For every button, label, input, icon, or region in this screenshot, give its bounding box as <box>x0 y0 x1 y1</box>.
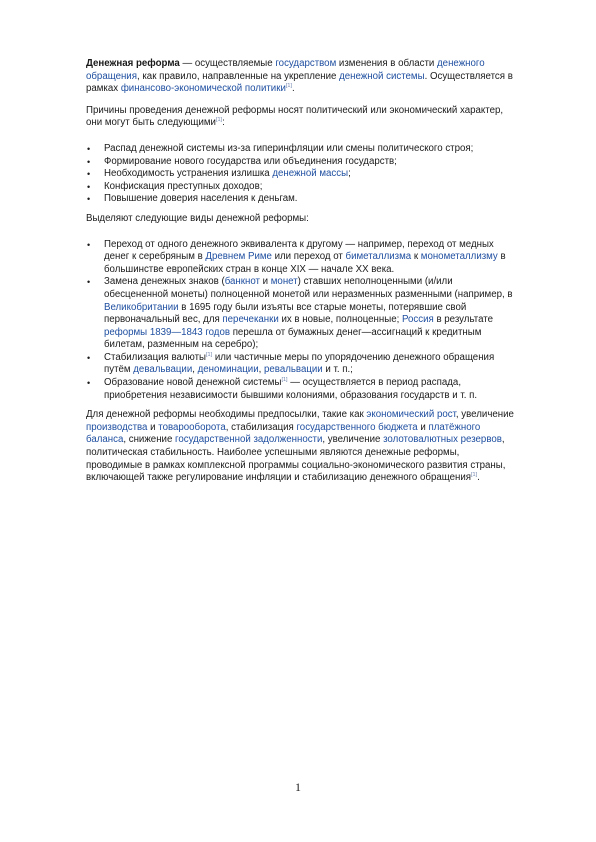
link-denomination[interactable]: деноминации <box>197 364 259 376</box>
intro-text: . <box>292 83 295 95</box>
list-item-text: их в новые, полноценные; <box>278 314 402 326</box>
conclusion-text: , увеличение <box>455 409 514 421</box>
list-item-text: в большинстве европейских стран в конце XIX — начале XX века. <box>104 251 506 275</box>
list-item-text: Замена денежных знаков ( <box>104 276 225 288</box>
link-revaluation[interactable]: ревальвации <box>264 364 323 376</box>
intro-text: — осуществляемые <box>179 58 276 69</box>
link-balance-of-payments[interactable]: платёжного баланса <box>86 421 481 446</box>
conclusion-text: , политическая стабильность. Наиболее успешными являются денежные реформы, проводимые в рамках комплексной программы социально-экономического развития страны, включающей также регулирование инфляции и стабилизацию денежного обращения <box>86 434 506 484</box>
conclusion-text: . <box>477 472 480 484</box>
list-item-text: Переход от одного денежного эквивалента к другому — например, переход от медных денег к серебряным в <box>104 238 494 263</box>
list-item-text: или частичные меры по упорядочению денежного обращения путём <box>104 351 495 376</box>
link-monometallism[interactable]: монометаллизму <box>420 251 498 263</box>
intro-text: , как правило, направленные на укрепление <box>136 70 340 82</box>
link-russia[interactable]: Россия <box>401 314 434 326</box>
link-reform-1839-1843[interactable]: реформы 1839—1843 годов <box>104 326 230 338</box>
list-item-text: в результате <box>433 314 493 326</box>
causes-intro <box>86 105 518 130</box>
causes-list <box>86 143 518 206</box>
page-number: 1 <box>295 780 301 794</box>
list-item-text: или переход от <box>271 251 346 263</box>
link-great-britain[interactable]: Великобритании <box>104 301 179 313</box>
link-banknotes[interactable]: банкнот <box>224 276 260 288</box>
conclusion-text: и <box>417 421 429 433</box>
causes-intro-text: : <box>222 117 225 129</box>
link-gold-reserves[interactable]: золотовалютных резервов <box>383 434 502 446</box>
link-financial-policy[interactable]: финансово-экономической политики <box>120 83 286 95</box>
list-item <box>86 156 518 169</box>
link-state[interactable]: государством <box>275 58 337 69</box>
list-item-text: Стабилизация валюты <box>104 351 206 363</box>
link-public-debt[interactable]: государственной задолженности <box>175 434 323 446</box>
link-bimetallism[interactable]: биметаллизма <box>345 251 412 263</box>
list-item <box>86 143 518 156</box>
list-item <box>86 276 518 352</box>
link-state-budget[interactable]: государственного бюджета <box>296 421 418 433</box>
link-money-supply[interactable]: денежной массы <box>272 168 349 180</box>
link-coins[interactable]: монет <box>270 276 298 288</box>
types-intro: Выделяют следующие виды денежной реформы: <box>86 212 309 224</box>
footnote-ref[interactable]: [1] <box>285 83 292 90</box>
conclusion-text: , снижение <box>123 434 176 446</box>
list-item-text: и <box>259 276 271 288</box>
causes-intro-text: Причины проведения денежной реформы носят политический или экономический характер, они могут быть следующими <box>86 104 504 129</box>
list-item <box>86 352 518 377</box>
list-item <box>86 168 518 181</box>
footnote-ref[interactable]: [1] <box>470 472 478 479</box>
list-item-text: Повышение доверия населения к деньгам. <box>104 193 298 205</box>
list-item-text: Формирование нового государства или объединения государств; <box>104 155 397 167</box>
article-term: Денежная реформа <box>86 58 180 69</box>
conclusion-text: , стабилизация <box>225 421 297 433</box>
intro-text: . Осуществляется в рамках <box>86 70 513 95</box>
list-item-text: в 1695 году были изъяты все старые монеты, потерявшие свой первоначальный вес, для <box>104 301 467 326</box>
link-ancient-rome[interactable]: Древнем Риме <box>205 251 272 263</box>
list-item-text: и т. п.; <box>322 364 353 376</box>
list-item-text: Распад денежной системы из-за гиперинфляции или смены политического строя; <box>104 142 474 154</box>
types-list <box>86 239 518 403</box>
list-item-text: Необходимость устранения излишка <box>104 168 273 180</box>
footnote-ref[interactable]: [1] <box>206 351 213 358</box>
list-item <box>86 181 518 194</box>
link-trade-turnover[interactable]: товарооборота <box>158 421 226 433</box>
list-item-text: , <box>258 364 264 376</box>
list-item-text: перешла от бумажных денег—ассигнаций к кредитным билетам, разменным на серебро); <box>104 326 482 351</box>
link-monetary-system[interactable]: денежной системы <box>339 70 425 82</box>
list-item <box>86 377 518 402</box>
link-money-circulation[interactable]: денежного обращения <box>86 58 485 82</box>
footnote-ref[interactable]: [1] <box>281 377 288 384</box>
list-item <box>86 193 518 206</box>
conclusion-text: и <box>147 421 159 433</box>
list-item-text: Конфискация преступных доходов; <box>104 180 263 192</box>
list-item-text: ) ставших неполноценными (и/или обесцененной монеты) полноценной монетой или неразменных разменными (например, в <box>104 276 513 300</box>
conclusion-text: , увеличение <box>322 434 384 446</box>
list-item-text: Образование новой денежной системы <box>104 377 282 389</box>
link-devaluation[interactable]: девальвации <box>133 364 193 376</box>
link-recoinage[interactable]: перечеканки <box>222 314 279 326</box>
conclusion-paragraph <box>86 409 518 485</box>
intro-text: изменения в области <box>336 58 438 69</box>
list-item-text: к <box>411 251 421 263</box>
link-economic-growth[interactable]: экономический рост <box>366 409 456 421</box>
list-item-text: — осуществляется в период распада, приобретения независимости бывшими колониями, образования государств и т. п. <box>104 377 478 401</box>
list-item <box>86 239 518 277</box>
list-item-text: ; <box>348 168 351 180</box>
intro-paragraph <box>86 58 518 96</box>
conclusion-text: Для денежной реформы необходимы предпосылки, такие как <box>86 409 367 421</box>
article-body <box>86 58 518 485</box>
link-production[interactable]: производства <box>86 421 148 433</box>
footnote-ref[interactable]: [1] <box>215 117 223 124</box>
list-item-text: , <box>192 364 198 376</box>
